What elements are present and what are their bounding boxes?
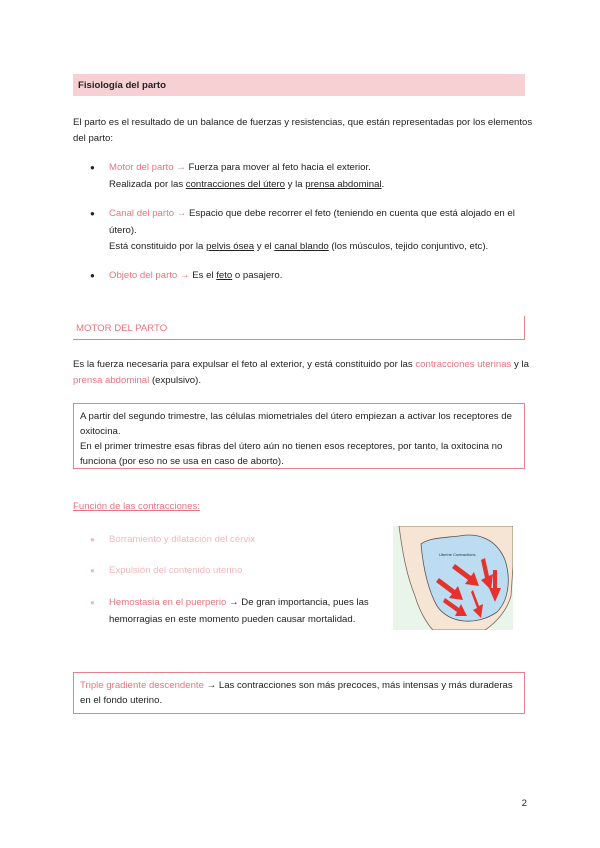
- intro-paragraph: El parto es el resultado de un balance de fuerzas y resistencias, que están representadas por los elementos del parto:: [73, 117, 533, 144]
- note-line: En el primer trimestre esas fibras del útero aún no tienen esos receptores, por tanto, la oxitocina no funciona (por eso no se usa en caso de aborto).: [80, 441, 503, 467]
- bullet-dot: ●: [90, 598, 95, 607]
- oxytocin-note-box: [73, 403, 525, 469]
- arrow: →: [229, 597, 239, 608]
- underlined-term: canal blando: [274, 241, 329, 252]
- desc: Espacio que debe recorrer el feto (teniendo en cuenta que está alojado en el útero).: [109, 208, 515, 236]
- text: (los músculos, tejido conjuntivo, etc).: [328, 241, 489, 252]
- arrow: →: [176, 208, 187, 219]
- underlined-term: prensa abdominal: [305, 178, 382, 190]
- term: Motor del parto: [109, 162, 174, 173]
- section-title: Fisiología del parto: [78, 80, 166, 91]
- bullet-dot: ●: [90, 271, 95, 280]
- arrow: →: [179, 270, 190, 281]
- text: Es la fuerza necesaria para expulsar el feto al exterior, y está constituido por las: [73, 359, 416, 370]
- desc: De gran importancia, pues las hemorragias en este momento pueden causar mortalidad.: [109, 597, 369, 625]
- section-header: [73, 74, 525, 96]
- desc: Fuerza para mover al feto hacia el exterior.: [188, 162, 371, 173]
- bullet-dot: ●: [90, 209, 95, 218]
- text: (expulsivo).: [149, 374, 201, 386]
- underlined-term: contracciones del útero: [185, 178, 285, 190]
- highlight: contracciones uterinas: [415, 359, 512, 370]
- motor-section-title: MOTOR DEL PARTO: [76, 323, 168, 334]
- desc: Las contracciones son más precoces, más intensas y más duraderas en el fondo uterino.: [80, 680, 513, 706]
- highlight: prensa abdominal: [73, 374, 150, 386]
- term: Triple gradiente descendente: [80, 680, 204, 691]
- term: Hemostasia en el puerperio: [109, 597, 227, 608]
- figure-label: Uterine Contractions: [439, 552, 476, 557]
- bullet-dot: ●: [90, 566, 95, 575]
- underlined-term: pelvis ósea: [206, 241, 255, 252]
- term: Canal del parto: [109, 208, 175, 219]
- motor-section-header: [73, 316, 525, 340]
- bullet-dot: ●: [90, 163, 95, 172]
- text: .: [381, 178, 385, 190]
- underlined-term: feto: [216, 270, 233, 281]
- text: y la: [285, 178, 306, 190]
- page-number: 2: [521, 798, 527, 809]
- motor-paragraph: [73, 357, 533, 388]
- term: Objeto del parto: [109, 270, 178, 281]
- gradient-note-box: [73, 672, 525, 714]
- note-line: A partir del segundo trimestre, las células miometriales del útero empiezan a activar los receptores de oxitocina.: [80, 411, 512, 437]
- text: y el: [254, 241, 275, 252]
- bullet-dot: ●: [90, 535, 95, 544]
- arrow: →: [206, 680, 217, 691]
- text: y la: [511, 359, 529, 370]
- text: o pasajero.: [232, 270, 283, 281]
- text: Es el: [192, 270, 217, 281]
- text: Realizada por las: [109, 178, 186, 190]
- text: Está constituido por la: [109, 241, 207, 252]
- term: Borramiento y dilatación del cérvix: [109, 534, 256, 545]
- uterine-contractions-figure: [393, 526, 513, 630]
- arrow: →: [176, 162, 186, 173]
- functions-title: Función de las contracciones:: [73, 501, 200, 512]
- term: Expulsión del contenido uterino: [109, 565, 243, 576]
